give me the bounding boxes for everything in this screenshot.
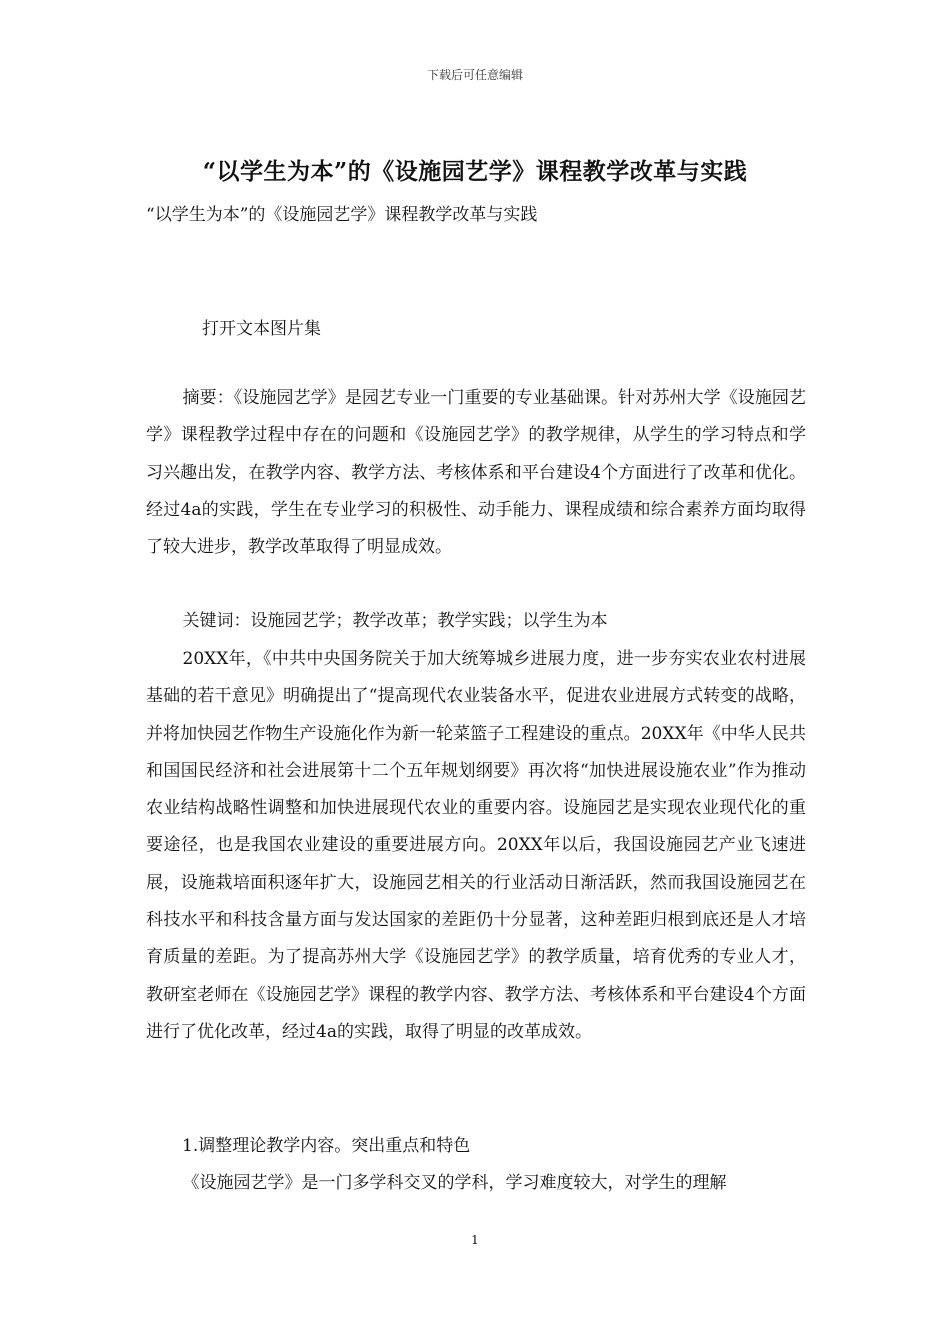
- abstract-block: [146, 380, 806, 566]
- page-number: 1: [471, 1233, 479, 1247]
- open-gallery-link[interactable]: 打开文本图片集: [202, 319, 321, 339]
- intro-paragraph: 20XX年，《中共中央国务院关于加大统筹城乡进展力度，进一步夯实农业农村进展基础的若干意见》明确提出了“提高现代农业装备水平，促进农业进展方式转变的战略，并将加快园艺作物生产设施化作为新一轮菜篮子工程建设的重点。20XX年《中华人民共和国国民经济和社会进展第十二个五年规划纲要》再次将“加快进展设施农业”作为推动农业结构战略性调整和加快进展现代农业的重要内容。设施园艺是实现农业现代化的重要途径，也是我国农业建设的重要进展方向。20XX年以后，我国设施园艺产业飞速进展，设施栽培面积逐年扩大，设施园艺相关的行业活动日渐活跃，然而我国设施园艺在科技水平和科技含量方面与发达国家的差距仍十分显著，这种差距归根到底还是人才培育质量的差距。为了提高苏州大学《设施园艺学》的教学质量，培育优秀的专业人才，教研室老师在《设施园艺学》课程的教学内容、教学方法、考核体系和平台建设4个方面进行了优化改革，经过4a的实践，取得了明显的改革成效。: [146, 649, 806, 1042]
- document-title: “以学生为本”的《设施园艺学》课程教学改革与实践: [202, 158, 748, 185]
- section-block: [146, 1165, 806, 1202]
- keywords-line: 关键词：设施园艺学；教学改革；教学实践；以学生为本: [182, 611, 608, 631]
- section-paragraph: 《设施园艺学》是一门多学科交叉的学科，学习难度较大，对学生的理解: [182, 1173, 727, 1193]
- abstract-paragraph: 摘要：《设施园艺学》是园艺专业一门重要的专业基础课。针对苏州大学《设施园艺学》课程教学过程中存在的问题和《设施园艺学》的教学规律，从学生的学习特点和学习兴趣出发，在教学内容、教学方法、考核体系和平台建设4个方面进行了改革和优化。经过4a的实践，学生在专业学习的积极性、动手能力、课程成绩和综合素养方面均取得了较大进步，教学改革取得了明显成效。: [146, 388, 806, 558]
- section-heading: 1.调整理论教学内容。突出重点和特色: [182, 1136, 471, 1156]
- document-subtitle: “以学生为本”的《设施园艺学》课程教学改革与实践: [146, 205, 538, 225]
- header-note: 下载后可任意编辑: [426, 68, 523, 82]
- intro-block: [146, 641, 806, 1051]
